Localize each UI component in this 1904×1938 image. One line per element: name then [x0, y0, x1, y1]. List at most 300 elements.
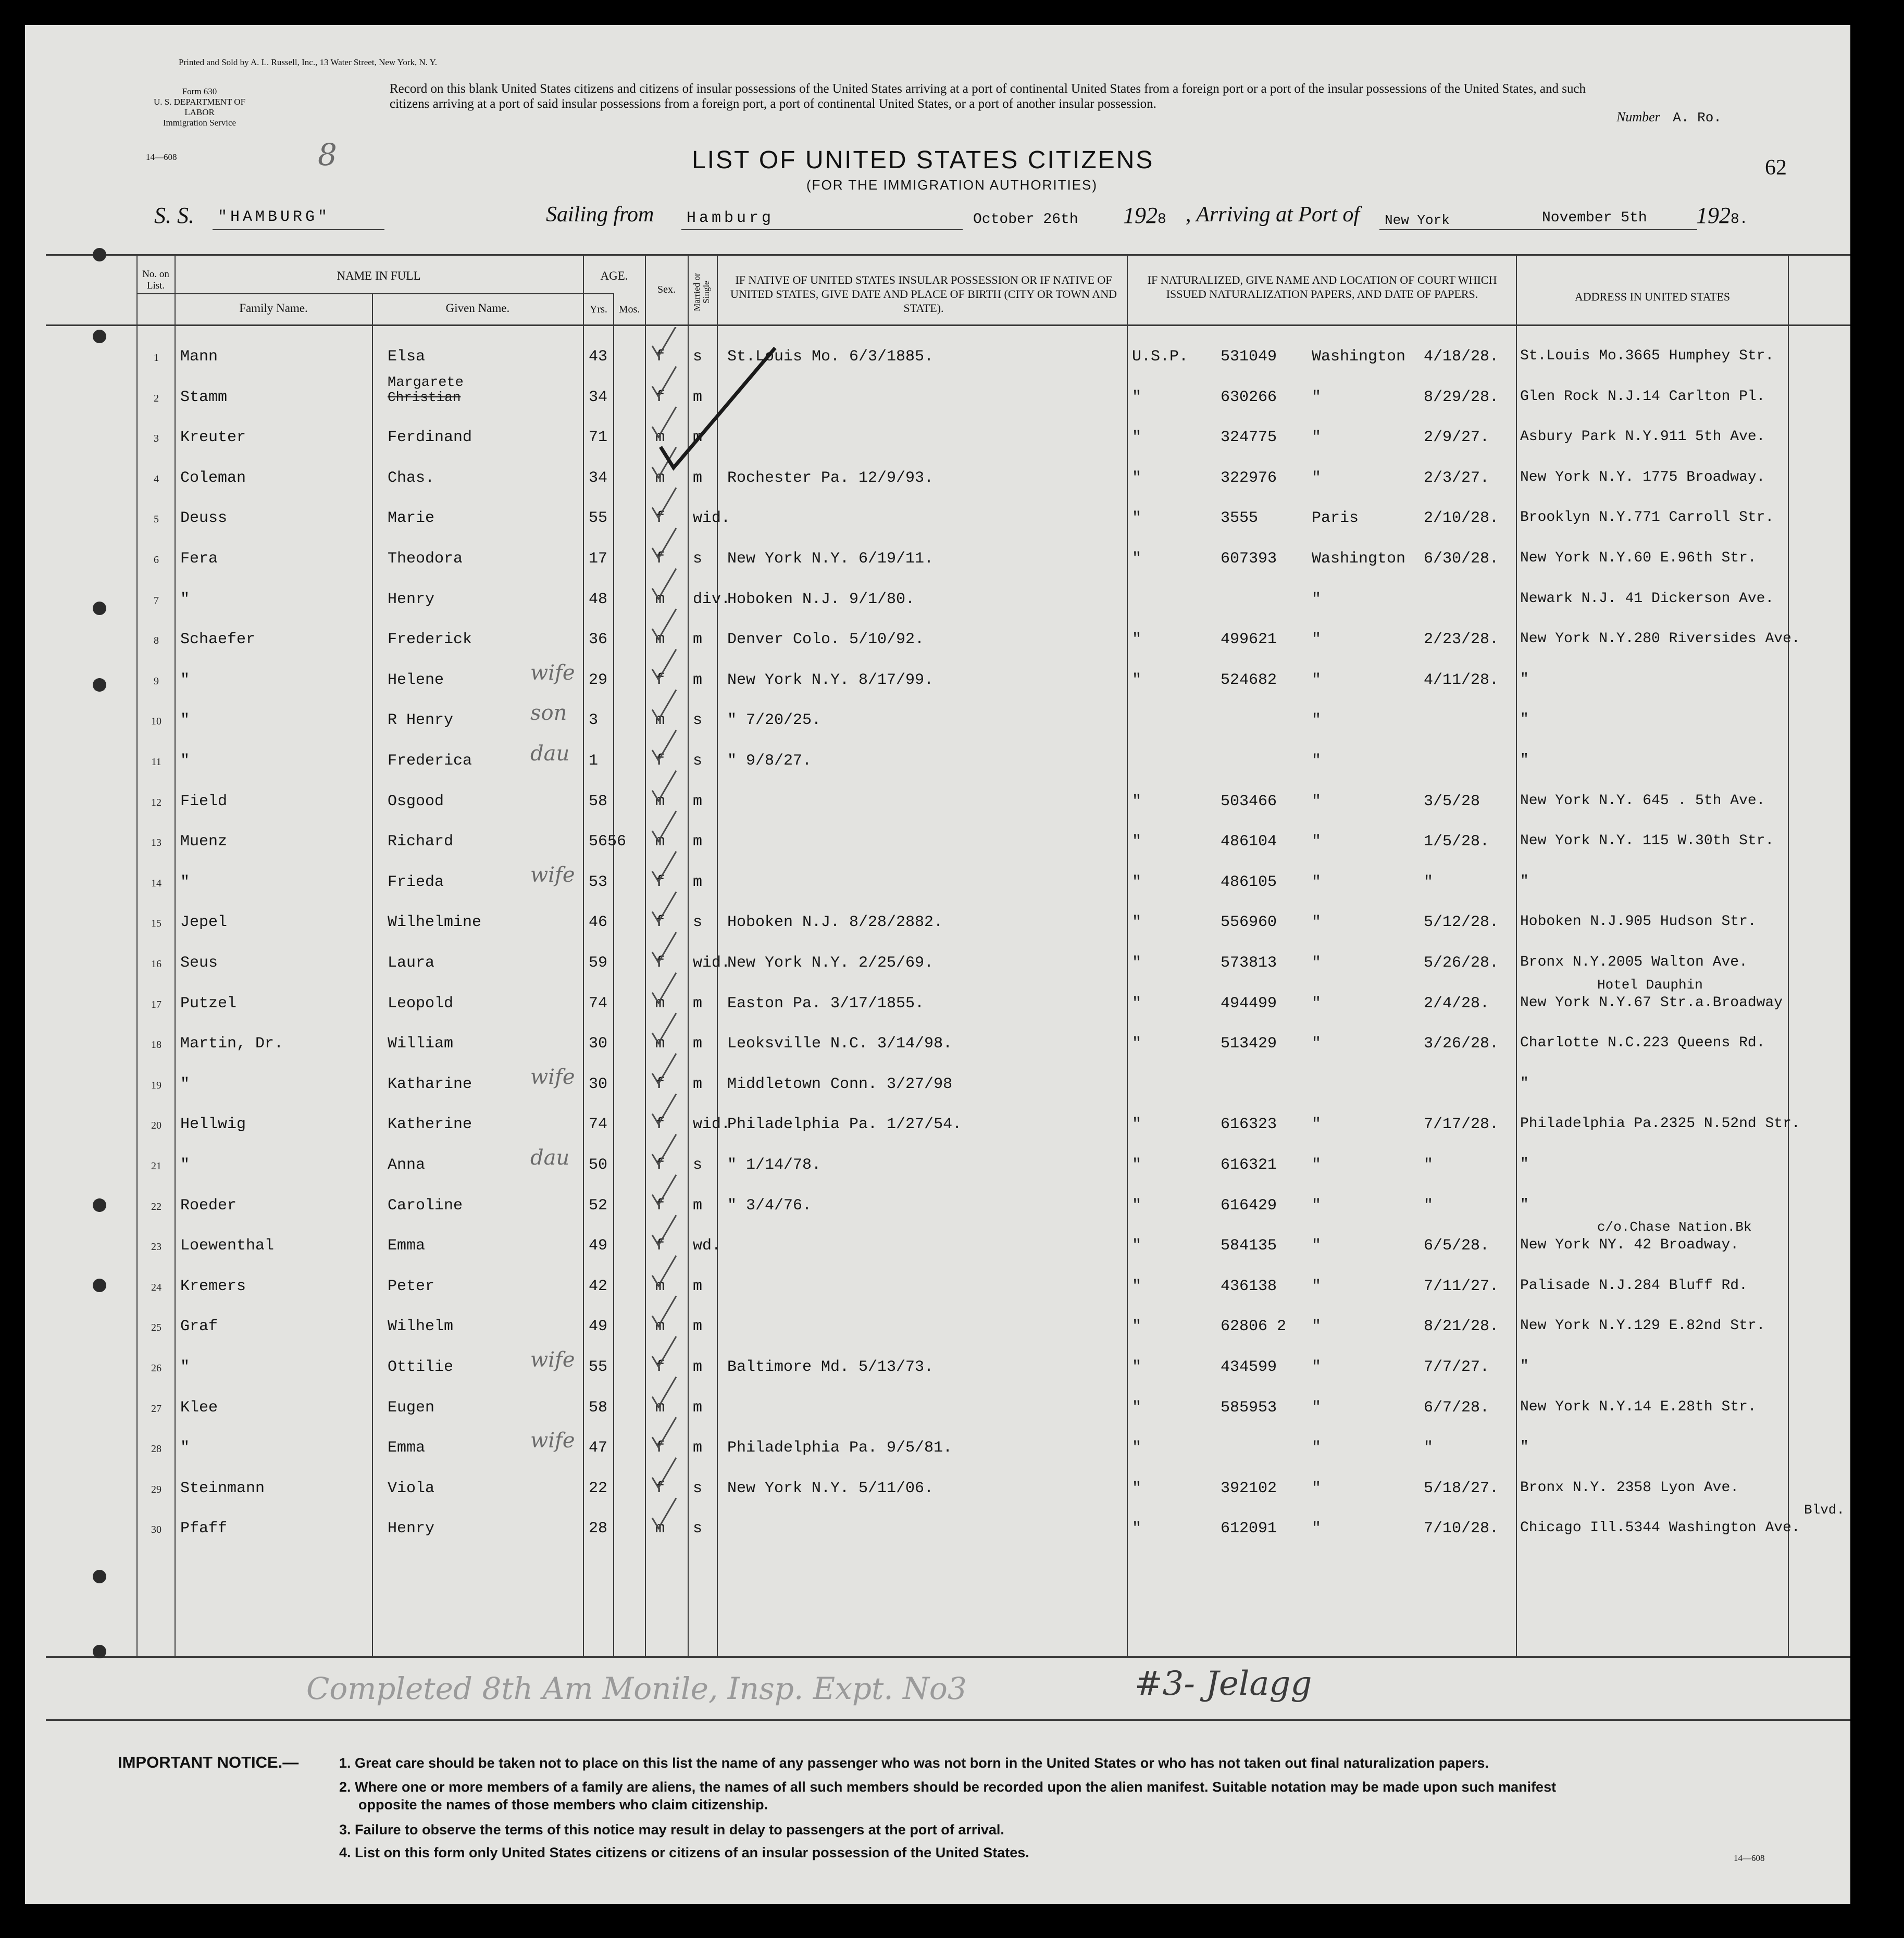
cell-address: Hoboken N.J.905 Hudson Str. [1520, 914, 1757, 930]
cell-sex: m [655, 631, 665, 649]
cell-family: Kreuter [180, 429, 246, 447]
cell-place: " [1312, 1520, 1322, 1538]
cell-ms: s [693, 1479, 703, 1497]
cell-date: 6/5/28. [1424, 1237, 1490, 1255]
cell-sex: f [655, 954, 665, 972]
cell-age: 42 [589, 1277, 608, 1295]
margin-annotation: son [530, 701, 567, 726]
cell-ms: s [693, 550, 703, 568]
cell-address: New York N.Y. 1775 Broadway. [1520, 469, 1765, 485]
row-number: 1 [154, 352, 159, 364]
header-naturalization: IF NATURALIZED, GIVE NAME AND LOCATION OF COURT WHICH ISSUED NATURALIZATION PAPERS, AND DATE OF PAPERS. [1147, 273, 1497, 301]
cell-family: Deuss [180, 509, 228, 528]
cell-court: " [1132, 469, 1142, 487]
cell-given: Frederick [388, 631, 472, 649]
cell-date: 2/10/28. [1424, 509, 1499, 528]
cell-given: Katherine [388, 1116, 472, 1134]
margin-annotation: dau [530, 742, 570, 766]
check-mark-icon [652, 367, 676, 397]
cell-family: " [180, 671, 190, 689]
cell-family: " [180, 873, 190, 891]
check-mark-icon [652, 811, 676, 841]
cell-date: 7/10/28. [1424, 1520, 1499, 1538]
cell-sex: f [655, 1237, 665, 1255]
cell-address: Newark N.J. 41 Dickerson Ave. [1520, 590, 1774, 607]
cell-sex: m [655, 1318, 665, 1336]
cell-family: Pfaff [180, 1520, 228, 1538]
cell-date: 6/7/28. [1424, 1398, 1490, 1417]
cell-given: Frederica [388, 752, 472, 770]
cell-birth: " 1/14/78. [727, 1156, 822, 1174]
cell-paper: 584135 [1221, 1237, 1277, 1255]
cell-family: Hellwig [180, 1116, 246, 1134]
margin-annotation: wife [530, 660, 575, 685]
checkmarks-overlay [640, 327, 796, 1556]
cell-court: " [1132, 631, 1142, 649]
page-title: LIST OF UNITED STATES CITIZENS [692, 146, 1154, 174]
cell-family: Martin, Dr. [180, 1035, 284, 1053]
header-name-in-full: NAME IN FULL [337, 269, 421, 282]
cell-sex: m [655, 833, 665, 851]
cell-ms: m [693, 671, 703, 689]
row-number: 7 [154, 594, 159, 606]
check-mark-icon [652, 1013, 676, 1043]
cell-given: Wilhelmine [388, 914, 482, 932]
cell-sex: f [655, 1075, 665, 1093]
cell-place: " [1312, 1358, 1322, 1376]
cell-place: " [1312, 1479, 1322, 1497]
number-label: Number [1616, 109, 1660, 124]
cell-place: " [1312, 429, 1322, 447]
notice-item-1: 1. Great care should be taken not to place on this list the name of any passenger who was not born in the United States or who has not taken out final naturalization papers. [339, 1755, 1489, 1771]
cell-place: " [1312, 1237, 1322, 1255]
sailing-from: Hamburg [687, 209, 775, 227]
punch-hole-icon [93, 248, 106, 261]
notice-item-3: 3. Failure to observe the terms of this notice may result in delay to passengers at the port of arrival. [339, 1822, 1004, 1837]
cell-date: 5/12/28. [1424, 914, 1499, 932]
page-subtitle: (FOR THE IMMIGRATION AUTHORITIES) [806, 177, 1098, 193]
cell-date: " [1424, 1156, 1434, 1174]
cell-ms: m [693, 1277, 703, 1295]
cell-given: Helene [388, 671, 444, 689]
cell-age: 17 [589, 550, 608, 568]
cell-age: 30 [589, 1035, 608, 1053]
punch-hole-icon [93, 1279, 106, 1292]
cell-court: " [1132, 873, 1142, 891]
number-value: A. Ro. [1673, 110, 1722, 126]
ship-label: S. S. [154, 203, 194, 228]
cell-ms: m [693, 388, 703, 406]
cell-family: Fera [180, 550, 218, 568]
check-mark-icon [652, 771, 676, 801]
check-mark-icon [652, 327, 676, 356]
cell-place: " [1312, 914, 1322, 932]
cell-sex: m [655, 1035, 665, 1053]
cell-address: New York N.Y.14 E.28th Str. [1520, 1398, 1757, 1415]
cell-paper: 324775 [1221, 429, 1277, 447]
cell-court: " [1132, 509, 1142, 528]
row-number: 27 [151, 1403, 161, 1415]
cell-date: 5/18/27. [1424, 1479, 1499, 1497]
header-place-of-birth: IF NATIVE OF UNITED STATES INSULAR POSSESSION OR IF NATIVE OF UNITED STATES, GIVE DATE AND PLACE OF BIRTH (CITY OR TOWN AND STATE). [730, 273, 1117, 315]
check-mark-icon [652, 1417, 676, 1447]
cell-age: 28 [589, 1520, 608, 1538]
cell-address: Asbury Park N.Y.911 5th Ave. [1520, 429, 1765, 445]
cell-ms: s [693, 711, 703, 730]
cell-age: 58 [589, 792, 608, 810]
cell-sex: f [655, 873, 665, 891]
cell-place: " [1312, 792, 1322, 810]
check-mark-icon [652, 407, 676, 437]
cell-paper: 494499 [1221, 994, 1277, 1012]
cell-ms: s [693, 914, 703, 932]
cell-address: St.Louis Mo.3665 Humphey Str. [1520, 348, 1774, 364]
cell-address: Brooklyn N.Y.771 Carroll Str. [1520, 509, 1774, 526]
cell-given: Henry [388, 590, 435, 608]
margin-annotation: dau [530, 1146, 570, 1170]
arrival-year [1696, 202, 1748, 229]
header-family-name: Family Name. [239, 302, 308, 315]
cell-ms: m [693, 994, 703, 1012]
row-number: 15 [151, 918, 161, 930]
cell-given: Chas. [388, 469, 435, 487]
cell-court: " [1132, 1520, 1142, 1538]
arrival-year-suffix: 8. [1731, 211, 1748, 228]
cell-ms: m [693, 429, 703, 447]
cell-place: " [1312, 1196, 1322, 1215]
number-field [1616, 109, 1722, 126]
arriving-label: , Arriving at Port of [1186, 203, 1360, 227]
form-code: 14—608 [146, 152, 177, 162]
row-number: 19 [151, 1079, 161, 1091]
cell-given: Wilhelm [388, 1318, 454, 1336]
cell-ms: m [693, 1196, 703, 1215]
printer-line: Printed and Sold by A. L. Russell, Inc., 13 Water Street, New York, N. Y. [179, 57, 438, 67]
cell-given: Elsa [388, 348, 426, 366]
cell-ms: m [693, 469, 703, 487]
cell-date: 6/30/28. [1424, 550, 1499, 568]
cell-sex: m [655, 1277, 665, 1295]
header-yrs: Yrs. [590, 304, 607, 315]
footer-handwritten-mark: #3- Jelagg [1135, 1665, 1312, 1703]
cell-address-above: c/o.Chase Nation.Bk [1597, 1219, 1752, 1235]
instructions-text: Record on this blank United States citizens and citizens of insular possessions of the United States arriving at a port of continental United States from a foreign port or a port of the insular possessions of the United States, and such citizens arriving at a port of said insular possessions from a foreign port, a port of continental United States, or a port of another insular possession. [390, 82, 1586, 111]
row-number: 25 [151, 1322, 161, 1334]
cell-paper: 585953 [1221, 1398, 1277, 1417]
form-block [140, 86, 259, 128]
cell-address: " [1520, 1439, 1529, 1456]
cell-ms: m [693, 1035, 703, 1053]
cell-sex: f [655, 1479, 665, 1497]
row-number: 14 [151, 877, 161, 889]
cell-ms: m [693, 792, 703, 810]
cell-paper: 436138 [1221, 1277, 1277, 1295]
cell-ms: wd. [693, 1237, 721, 1255]
row-number: 2 [154, 392, 159, 404]
cell-address: " [1520, 1358, 1529, 1374]
cell-address: " [1520, 1156, 1529, 1172]
cell-given: Ottilie [388, 1358, 454, 1376]
cell-place: Washington [1312, 348, 1406, 366]
cell-paper: 434599 [1221, 1358, 1277, 1376]
cell-sex: f [655, 1196, 665, 1215]
row-number: 20 [151, 1120, 161, 1132]
header-age: AGE. [600, 269, 628, 282]
cell-date: 1/5/28. [1424, 833, 1490, 851]
cell-age: 53 [589, 873, 608, 891]
cell-family: Jepel [180, 914, 228, 932]
cell-sex: f [655, 1439, 665, 1457]
cell-place: " [1312, 1398, 1322, 1417]
check-mark-icon [652, 1498, 676, 1528]
cell-sex: m [655, 711, 665, 730]
notice-label: IMPORTANT NOTICE.— [118, 1753, 299, 1771]
check-mark-icon [652, 1296, 676, 1326]
cell-ms: m [693, 1075, 703, 1093]
cell-court: " [1132, 833, 1142, 851]
cell-age: 5656 [589, 833, 627, 851]
cell-ms: wid. [693, 509, 731, 528]
cell-age: 3 [589, 711, 599, 730]
cell-birth: " 9/8/27. [727, 752, 812, 770]
header-address: ADDRESS IN UNITED STATES [1574, 290, 1731, 303]
sailing-year-prefix: 192 [1123, 203, 1158, 228]
cell-address: New York N.Y.67 Str.a.Broadway [1520, 994, 1783, 1011]
cell-birth: New York N.Y. 5/11/06. [727, 1479, 934, 1497]
cell-given: Caroline [388, 1196, 463, 1215]
header-mos: Mos. [618, 304, 640, 315]
cell-court: " [1132, 1116, 1142, 1134]
cell-ms: wid. [693, 1116, 731, 1134]
cell-paper: 486105 [1221, 873, 1277, 891]
cell-place: " [1312, 469, 1322, 487]
cell-ms: s [693, 752, 703, 770]
cell-age: 36 [589, 631, 608, 649]
cell-court: " [1132, 1196, 1142, 1215]
cell-family: " [180, 590, 190, 608]
cell-sex: m [655, 1520, 665, 1538]
cell-birth: New York N.Y. 2/25/69. [727, 954, 934, 972]
cell-court: " [1132, 550, 1142, 568]
cell-place: " [1312, 873, 1322, 891]
row-number: 18 [151, 1039, 161, 1051]
cell-date: 7/11/27. [1424, 1277, 1499, 1295]
cell-address: " [1520, 752, 1529, 768]
cell-address: " [1520, 1196, 1529, 1213]
cell-court: " [1132, 1277, 1142, 1295]
manifest-sheet [25, 25, 1850, 1904]
cell-date: 7/7/27. [1424, 1358, 1490, 1376]
row-number: 12 [151, 796, 161, 808]
cell-sex: f [655, 348, 665, 366]
punch-hole-icon [93, 1570, 106, 1583]
sailing-year-suffix: 8 [1158, 211, 1166, 228]
row-number: 23 [151, 1241, 161, 1253]
row-number: 30 [151, 1524, 161, 1536]
cell-place: " [1312, 711, 1322, 730]
check-mark-icon [652, 1134, 676, 1165]
cell-paper: 499621 [1221, 631, 1277, 649]
cell-date: 4/11/28. [1424, 671, 1499, 689]
cell-place: " [1312, 752, 1322, 770]
cell-sex: m [655, 590, 665, 608]
cell-family: Roeder [180, 1196, 237, 1215]
handwritten-mark-top: 8 [318, 137, 337, 172]
cell-address: " [1520, 711, 1529, 728]
cell-address: Bronx N.Y.2005 Walton Ave. [1520, 954, 1748, 970]
cell-address: Charlotte N.C.223 Queens Rd. [1520, 1035, 1765, 1052]
cell-date: 5/26/28. [1424, 954, 1499, 972]
cell-given: Katharine [388, 1075, 472, 1093]
cell-given: Frieda [388, 873, 444, 891]
cell-place: " [1312, 1035, 1322, 1053]
cell-ms: m [693, 631, 703, 649]
check-mark-icon [652, 730, 676, 760]
cell-age: 52 [589, 1196, 608, 1215]
cell-sex: f [655, 671, 665, 689]
row-number: 5 [154, 514, 159, 526]
cell-date: 4/18/28. [1424, 348, 1499, 366]
cell-birth: " 7/20/25. [727, 711, 822, 730]
cell-paper: 607393 [1221, 550, 1277, 568]
cell-paper: 556960 [1221, 914, 1277, 932]
cell-address: Bronx N.Y. 2358 Lyon Ave. [1520, 1479, 1739, 1496]
cell-place: " [1312, 590, 1322, 608]
cell-court: " [1132, 1237, 1142, 1255]
cell-paper: 612091 [1221, 1520, 1277, 1538]
cell-sex: f [655, 388, 665, 406]
row-number: 22 [151, 1201, 161, 1212]
cell-age: 22 [589, 1479, 608, 1497]
cell-date: 8/21/28. [1424, 1318, 1499, 1336]
cell-court: " [1132, 954, 1142, 972]
header-no: No. on List. [142, 269, 169, 291]
sailing-year [1123, 202, 1166, 229]
notice-item-4: 4. List on this form only United States citizens or citizens of an insular possession of the United States. [339, 1845, 1029, 1860]
check-mark-icon [652, 1336, 676, 1367]
cell-sex: m [655, 1398, 665, 1417]
notice-item-2b: opposite the names of those members who claim citizenship. [358, 1797, 768, 1812]
header-given-name: Given Name. [445, 302, 510, 315]
row-number: 13 [151, 837, 161, 849]
check-mark-icon [652, 1458, 676, 1488]
cell-sex: f [655, 509, 665, 528]
cell-court: " [1132, 1035, 1142, 1053]
cell-given: Anna [388, 1156, 426, 1174]
check-mark-icon [652, 1256, 676, 1286]
cell-place: " [1312, 1318, 1322, 1336]
row-number: 16 [151, 958, 161, 970]
cell-address: New York NY. 42 Broadway. [1520, 1237, 1739, 1254]
cell-given: Osgood [388, 792, 444, 810]
check-mark-icon [652, 1054, 676, 1084]
row-number: 26 [151, 1362, 161, 1374]
cell-paper: 392102 [1221, 1479, 1277, 1497]
check-mark-icon [652, 487, 676, 518]
cell-address: New York N.Y.280 Riversides Ave. [1520, 631, 1800, 647]
cell-ms: m [693, 1318, 703, 1336]
cell-age: 49 [589, 1318, 608, 1336]
margin-annotation: wife [530, 1348, 575, 1372]
cell-address: " [1520, 671, 1529, 687]
check-mark-icon [652, 892, 676, 922]
check-mark-icon [652, 528, 676, 558]
cell-place: " [1312, 994, 1322, 1012]
cell-birth: Philadelphia Pa. 9/5/81. [727, 1439, 953, 1457]
row-number: 8 [154, 635, 159, 647]
cell-ms: m [693, 833, 703, 851]
cell-paper: 3555 [1221, 509, 1259, 528]
cell-age: 71 [589, 429, 608, 447]
cell-age: 74 [589, 1116, 608, 1134]
cell-place: " [1312, 954, 1322, 972]
row-number: 4 [154, 473, 159, 485]
cell-age: 74 [589, 994, 608, 1012]
margin-annotation: wife [530, 862, 575, 887]
row-number: 29 [151, 1483, 161, 1495]
punch-hole-icon [93, 602, 106, 615]
margin-annotation: wife [530, 1429, 575, 1453]
row-number: 21 [151, 1160, 161, 1172]
cell-paper: 616321 [1221, 1156, 1277, 1174]
cell-sex: f [655, 1358, 665, 1376]
cell-birth: Easton Pa. 3/17/1855. [727, 994, 925, 1012]
cell-age: 58 [589, 1398, 608, 1417]
arriving-port: New York [1385, 212, 1450, 228]
arrival-date: November 5th [1542, 210, 1647, 226]
cell-age: 47 [589, 1439, 608, 1457]
cell-age: 29 [589, 671, 608, 689]
check-mark-icon [652, 932, 676, 962]
cell-address: Chicago Ill.5344 Washington Ave. [1520, 1520, 1800, 1536]
row-number: 3 [154, 433, 159, 445]
cell-paper: 524682 [1221, 671, 1277, 689]
check-mark-icon [652, 609, 676, 639]
cell-given: Viola [388, 1479, 435, 1497]
row-number: 6 [154, 554, 159, 566]
cell-age: 43 [589, 348, 608, 366]
cell-birth: Rochester Pa. 12/9/93. [727, 469, 934, 487]
form-service: Immigration Service [163, 118, 237, 128]
cell-paper: 630266 [1221, 388, 1277, 406]
cell-ms: wid. [693, 954, 731, 972]
cell-court: " [1132, 914, 1142, 932]
cell-address: Palisade N.J.284 Bluff Rd. [1520, 1277, 1748, 1294]
cell-birth: Hoboken N.J. 8/28/2882. [727, 914, 943, 932]
header-sex: Sex. [657, 284, 676, 295]
cell-given: Margarete [388, 374, 464, 391]
cell-family: Stamm [180, 388, 228, 406]
punch-hole-icon [93, 1198, 106, 1212]
punch-hole-icon [93, 330, 106, 343]
cell-birth: New York N.Y. 6/19/11. [727, 550, 934, 568]
cell-ms: s [693, 1156, 703, 1174]
sailing-label: Sailing from [546, 203, 654, 227]
notice-code: 14—608 [1734, 1853, 1765, 1863]
cell-address-above: Hotel Dauphin [1597, 977, 1703, 993]
cell-paper: 573813 [1221, 954, 1277, 972]
cell-court: " [1132, 1156, 1142, 1174]
cell-court: " [1132, 388, 1142, 406]
cell-place: " [1312, 388, 1322, 406]
row-number: 17 [151, 998, 161, 1010]
cell-date: " [1424, 1439, 1434, 1457]
cell-birth: Leoksville N.C. 3/14/98. [727, 1035, 953, 1053]
footer-handwritten-note: Completed 8th Am Monile, Insp. Expt. No3 [306, 1671, 967, 1706]
cell-court: " [1132, 1358, 1142, 1376]
cell-birth: Baltimore Md. 5/13/73. [727, 1358, 934, 1376]
cell-family: Field [180, 792, 228, 810]
